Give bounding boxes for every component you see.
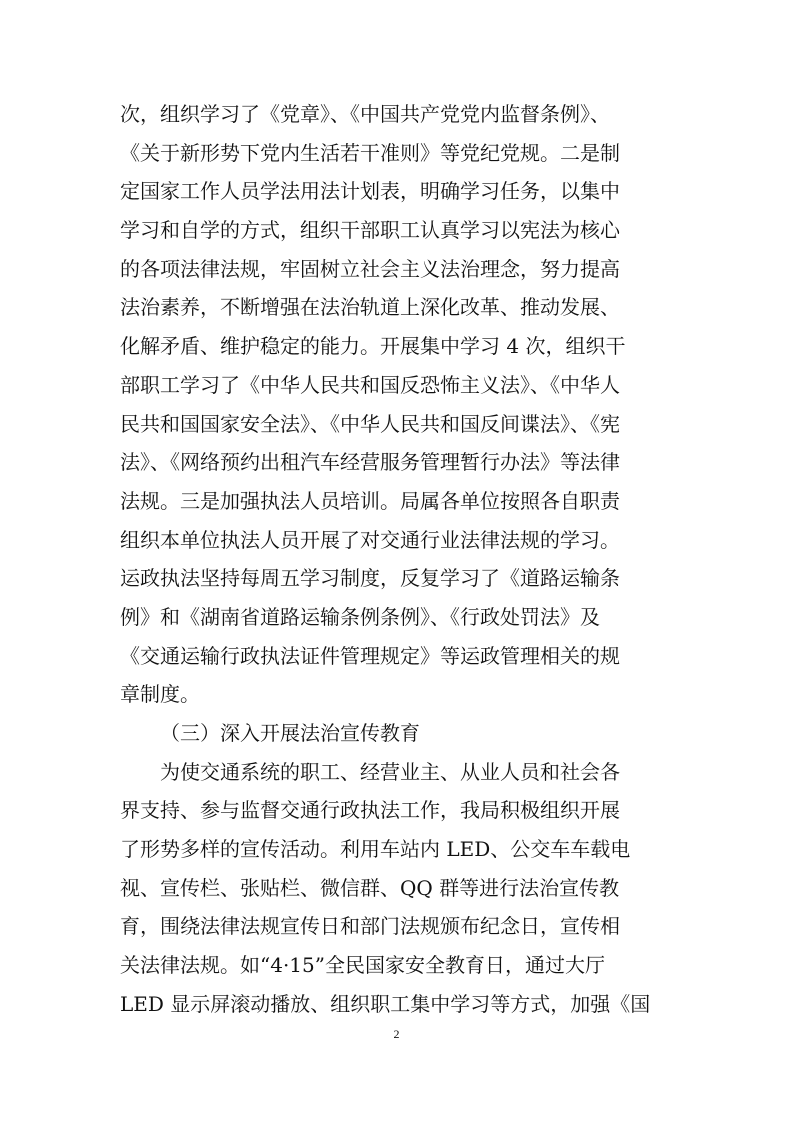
text-line: LED 显示屏滚动播放、组织职工集中学习等方式，加强《国 xyxy=(120,991,651,1016)
text-line: 法治素养，不断增强在法治轨道上深化改革、推动发展、 xyxy=(120,295,620,320)
section-heading: （三）深入开展法治宣传教育 xyxy=(160,721,420,745)
text-line: 组织本单位执法人员开展了对交通行业法律法规的学习。 xyxy=(120,527,620,552)
text-line: 育，围绕法律法规宣传日和部门法规颁布纪念日，宣传相 xyxy=(120,914,620,939)
text-line: 章制度。 xyxy=(120,682,200,707)
text-line: 运政执法坚持每周五学习制度，反复学习了《道路运输条 xyxy=(120,566,620,591)
text-line: 为使交通系统的职工、经营业主、从业人员和社会各 xyxy=(160,759,620,784)
page-number: 2 xyxy=(393,1027,400,1041)
text-line: 《关于新形势下党内生活若干准则》等党纪党规。二是制 xyxy=(120,140,620,165)
text-line: 法规。三是加强执法人员培训。局属各单位按照各自职责 xyxy=(120,488,620,513)
text-line: 民共和国国家安全法》、《中华人民共和国反间谍法》、《宪 xyxy=(120,411,620,436)
text-line: 的各项法律法规，牢固树立社会主义法治理念，努力提高 xyxy=(120,256,620,281)
text-line: 《交通运输行政执法证件管理规定》等运政管理相关的规 xyxy=(120,643,620,668)
text-line: 视、宣传栏、张贴栏、微信群、QQ 群等进行法治宣传教 xyxy=(120,875,620,900)
text-line: 关法律法规。如“4·15”全民国家安全教育日，通过大厅 xyxy=(120,953,605,978)
text-line: 例》和《湖南省道路运输条例条例》、《行政处罚法》及 xyxy=(120,604,600,629)
text-line: 定国家工作人员学法用法计划表，明确学习任务，以集中 xyxy=(120,179,620,204)
text-line: 法》、《网络预约出租汽车经营服务管理暂行办法》等法律 xyxy=(120,450,620,475)
body-text xyxy=(120,95,680,1024)
text-line: 学习和自学的方式，组织干部职工认真学习以宪法为核心 xyxy=(120,218,620,243)
text-line: 化解矛盾、维护稳定的能力。开展集中学习 4 次，组织干 xyxy=(120,334,626,359)
text-line: 了形势多样的宣传活动。利用车站内 LED、公交车车载电 xyxy=(120,837,631,862)
text-line: 部职工学习了《中华人民共和国反恐怖主义法》、《中华人 xyxy=(120,372,620,397)
text-line: 界支持、参与监督交通行政执法工作，我局积极组织开展 xyxy=(120,798,620,823)
text-line: 次，组织学习了《党章》、《中国共产党党内监督条例》、 xyxy=(120,102,610,126)
